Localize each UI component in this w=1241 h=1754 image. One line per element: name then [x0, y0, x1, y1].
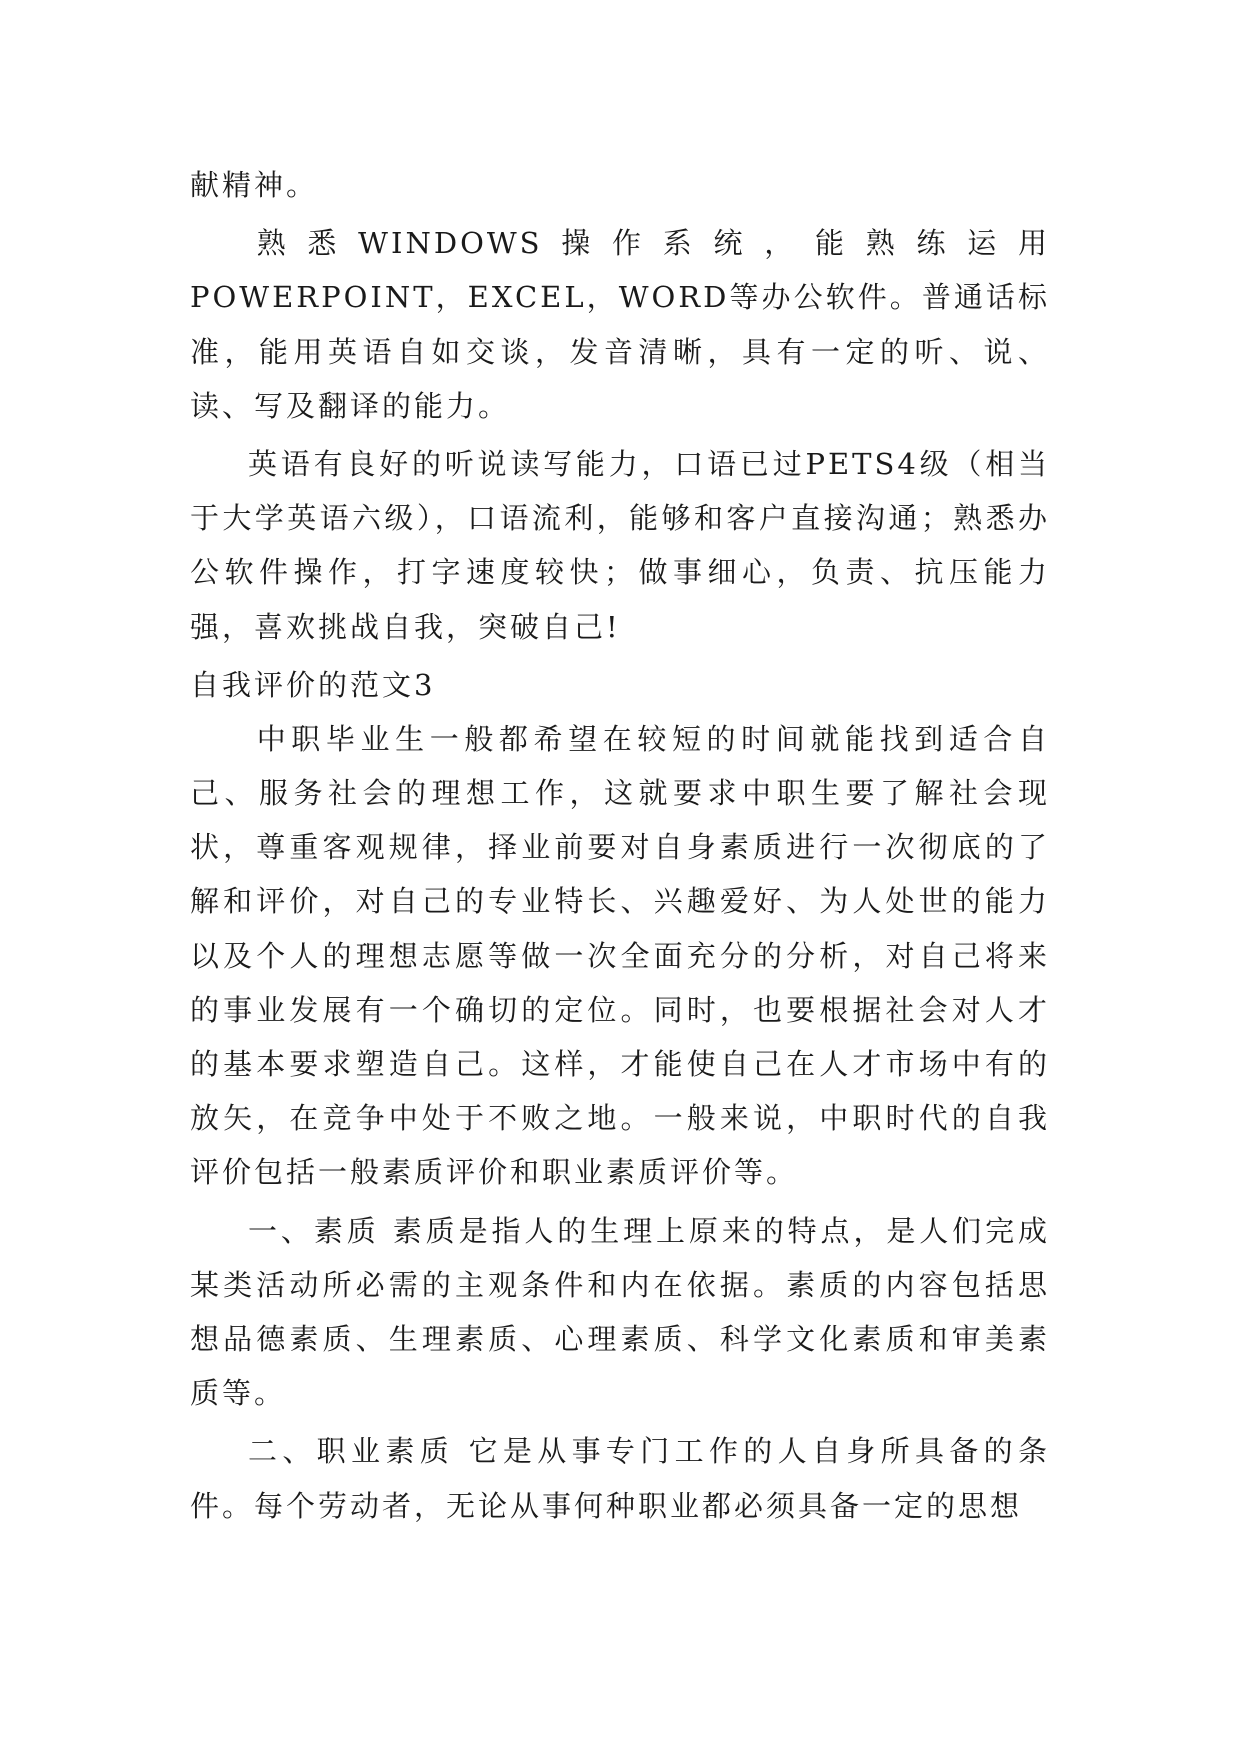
paragraph-english-skills: 英语有良好的听说读写能力，口语已过PETS4级（相当于大学英语六级），口语流利，能够和客户直接沟通；熟悉办公软件操作，打字速度较快；做事细心，负责、抗压能力强，喜欢挑战自我，突破自己! [190, 447, 1050, 644]
paragraph-continuation: 献精神。 [190, 168, 319, 202]
paragraph-professional-quality: 二、职业素质 它是从事专门工作的人自身所具备的条件。每个劳动者，无论从事何种职业都必须具备一定的思想 [190, 1434, 1050, 1523]
paragraph-software-skills: 熟悉WINDOWS操作系统，能熟练运用POWERPOINT，EXCEL，WORD等办公软件。普通话标准，能用英语自如交谈，发音清晰，具有一定的听、说、读、写及翻译的能力。 [190, 226, 1050, 423]
section-heading: 自我评价的范文3 [190, 667, 436, 702]
document-body [190, 158, 1050, 1537]
paragraph-quality: 一、素质 素质是指人的生理上原来的特点，是人们完成某类活动所必需的主观条件和内在依据。素质的内容包括思想品德素质、生理素质、心理素质、科学文化素质和审美素质等。 [190, 1213, 1050, 1411]
paragraph-intro: 中职毕业生一般都希望在较短的时间就能找到适合自己、服务社会的理想工作，这就要求中职生要了解社会现状，尊重客观规律，择业前要对自身素质进行一次彻底的了解和评价，对自己的专业特长、兴趣爱好、为人处世的能力以及个人的理想志愿等做一次全面充分的分析，对自己将来的事业发展有一个确切的定位。同时，也要根据社会对人才的基本要求塑造自己。这样，才能使自己在人才市场中有的放矢，在竞争中处于不败之地。一般来说，中职时代的自我评价包括一般素质评价和职业素质评价等。 [190, 721, 1050, 1190]
